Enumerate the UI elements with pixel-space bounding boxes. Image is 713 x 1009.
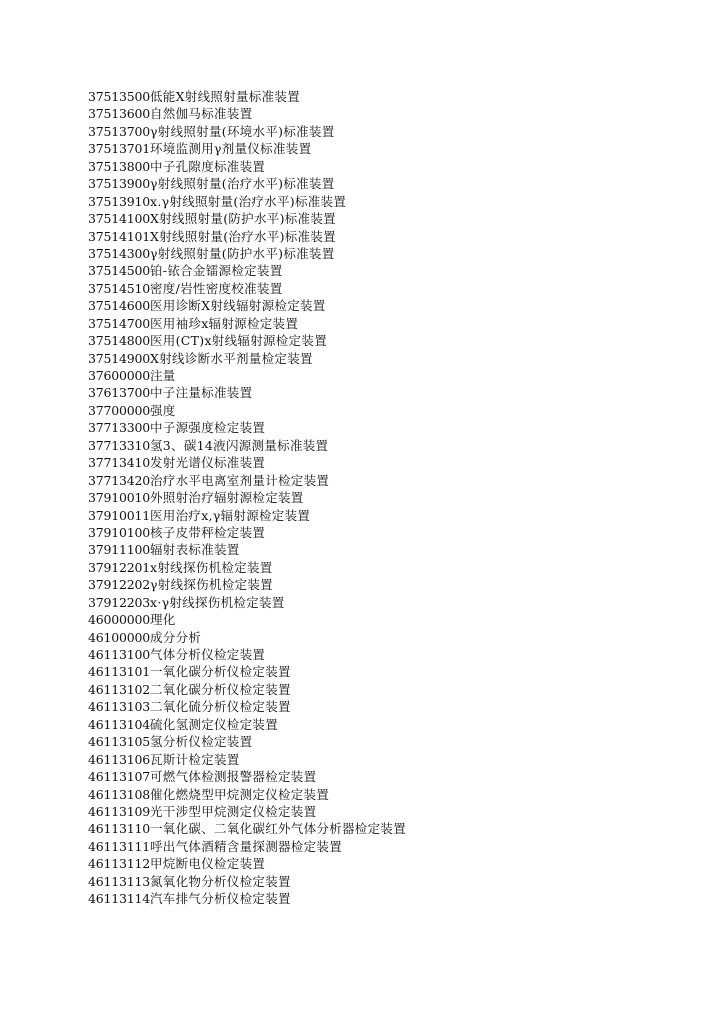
entry-name: X射线诊断水平剂量检定装置 bbox=[150, 350, 313, 366]
entry-code: 46113114 bbox=[88, 891, 151, 907]
list-item bbox=[88, 524, 406, 541]
entry-code: 37910010 bbox=[88, 490, 151, 506]
list-item bbox=[88, 629, 406, 646]
list-item bbox=[88, 681, 406, 698]
entry-name: 铂-铱合金镭源检定装置 bbox=[150, 263, 283, 279]
list-item bbox=[88, 716, 406, 733]
entry-name: X射线照射量(治疗水平)标准装置 bbox=[150, 228, 336, 244]
list-item bbox=[88, 175, 406, 192]
list-item bbox=[88, 454, 406, 471]
list-item bbox=[88, 698, 406, 715]
list-item bbox=[88, 228, 406, 245]
entry-name: 医用(CT)x射线辐射源检定装置 bbox=[150, 333, 328, 349]
entry-code: 46113100 bbox=[88, 647, 151, 662]
entry-code: 37513900 bbox=[88, 176, 151, 192]
entry-code: 37713300 bbox=[88, 420, 151, 436]
entry-code: 37713310 bbox=[88, 437, 151, 453]
list-item bbox=[88, 646, 406, 663]
entry-code: 37514600 bbox=[88, 298, 151, 314]
entry-code: 37513701 bbox=[88, 141, 151, 157]
entry-code: 37514700 bbox=[88, 315, 151, 331]
entry-name: 硫化氢测定仪检定装置 bbox=[150, 716, 279, 732]
list-item bbox=[88, 594, 406, 611]
list-item bbox=[88, 576, 406, 593]
entry-code: 37700000 bbox=[88, 402, 151, 418]
list-item bbox=[88, 855, 406, 872]
entry-code: 37912203 bbox=[88, 594, 151, 610]
list-item bbox=[88, 541, 406, 558]
list-item bbox=[88, 105, 406, 122]
entry-code: 37910011 bbox=[88, 507, 151, 523]
entry-name: 中子孔隙度标准装置 bbox=[150, 158, 266, 174]
entry-code: 37514800 bbox=[88, 333, 151, 349]
list-item bbox=[88, 786, 406, 803]
list-item bbox=[88, 820, 406, 837]
entry-name: 催化燃烧型甲烷测定仪检定装置 bbox=[150, 786, 330, 802]
entry-code: 37713420 bbox=[88, 472, 151, 488]
entry-code: 37514900 bbox=[88, 350, 151, 366]
entry-name: 中子注量标准装置 bbox=[150, 385, 253, 401]
entry-code: 46113113 bbox=[88, 873, 151, 889]
entry-code: 46113112 bbox=[88, 856, 151, 872]
list-item bbox=[88, 245, 406, 262]
list-item bbox=[88, 88, 406, 105]
list-item bbox=[88, 193, 406, 210]
entry-name: 理化 bbox=[150, 612, 176, 628]
entry-name: 自然伽马标准装置 bbox=[150, 106, 253, 122]
entry-code: 37514510 bbox=[88, 280, 151, 296]
entry-name: 甲烷断电仪检定装置 bbox=[150, 856, 266, 872]
entry-name: 氮氧化物分析仪检定装置 bbox=[150, 873, 291, 889]
entry-name: 氢分析仪检定装置 bbox=[150, 734, 253, 750]
list-item bbox=[88, 890, 406, 907]
list-item bbox=[88, 332, 406, 349]
entry-code: 37911100 bbox=[88, 542, 151, 558]
list-item bbox=[88, 350, 406, 367]
entry-name: 注量 bbox=[150, 368, 176, 383]
entry-name: 二氧化碳分析仪检定装置 bbox=[150, 681, 291, 697]
entry-name: x.γ射线照射量(治疗水平)标准装置 bbox=[150, 193, 347, 209]
entry-name: 可燃气体检测报警器检定装置 bbox=[150, 769, 317, 785]
entry-code: 37513700 bbox=[88, 123, 151, 139]
entry-code: 46113109 bbox=[88, 803, 151, 819]
list-item bbox=[88, 384, 406, 401]
entry-name: 光干涉型甲烷测定仪检定装置 bbox=[150, 803, 317, 819]
entry-code: 37713410 bbox=[88, 455, 151, 471]
list-item bbox=[88, 210, 406, 227]
entry-name: 二氧化硫分析仪检定装置 bbox=[150, 699, 291, 715]
list-item bbox=[88, 262, 406, 279]
list-item bbox=[88, 280, 406, 297]
list-item bbox=[88, 489, 406, 506]
entry-name: 医用诊断X射线辐射源检定装置 bbox=[150, 298, 326, 314]
list-item bbox=[88, 507, 406, 524]
entry-code: 37513500 bbox=[88, 89, 151, 104]
list-item bbox=[88, 419, 406, 436]
entry-code: 46113106 bbox=[88, 751, 151, 767]
entry-name: 核子皮带秤检定装置 bbox=[150, 524, 266, 540]
entry-name: 发射光谱仪标准装置 bbox=[150, 455, 266, 471]
entry-code: 46113102 bbox=[88, 681, 151, 697]
list-item bbox=[88, 123, 406, 140]
entry-code: 46113104 bbox=[88, 716, 151, 732]
entry-name: 瓦斯计检定装置 bbox=[150, 751, 240, 767]
entry-code: 46113111 bbox=[88, 838, 151, 854]
entry-code: 37910100 bbox=[88, 524, 151, 540]
entry-code: 46000000 bbox=[88, 612, 151, 628]
entry-name: 低能X射线照射量标准装置 bbox=[150, 89, 300, 104]
list-item bbox=[88, 663, 406, 680]
entry-code: 37600000 bbox=[88, 368, 151, 383]
entry-name: x·γ射线探伤机检定装置 bbox=[150, 594, 285, 610]
list-item bbox=[88, 838, 406, 855]
entry-code: 37912201 bbox=[88, 559, 151, 575]
entry-code: 46113108 bbox=[88, 786, 151, 802]
entry-code: 46113110 bbox=[88, 821, 151, 837]
list-item bbox=[88, 158, 406, 175]
list-item bbox=[88, 803, 406, 820]
entry-code: 37514101 bbox=[88, 228, 151, 244]
entry-code: 46113107 bbox=[88, 769, 151, 785]
list-item bbox=[88, 611, 406, 628]
list-item bbox=[88, 751, 406, 768]
list-item bbox=[88, 768, 406, 785]
list-item bbox=[88, 873, 406, 890]
entry-name: γ射线探伤机检定装置 bbox=[150, 577, 273, 593]
entry-code: 37514300 bbox=[88, 245, 151, 261]
entry-name: 汽车排气分析仪检定装置 bbox=[150, 891, 291, 907]
standards-list bbox=[88, 88, 406, 908]
entry-name: 辐射表标准装置 bbox=[150, 542, 240, 558]
entry-name: 气体分析仪检定装置 bbox=[150, 647, 266, 662]
entry-name: 一氧化碳分析仪检定装置 bbox=[150, 664, 291, 680]
entry-name: 治疗水平电离室剂量计检定装置 bbox=[150, 472, 330, 488]
entry-name: 成分分析 bbox=[150, 629, 202, 645]
entry-name: x射线探伤机检定装置 bbox=[150, 559, 273, 575]
list-item bbox=[88, 140, 406, 157]
entry-code: 37514500 bbox=[88, 263, 151, 279]
entry-code: 46113101 bbox=[88, 664, 151, 680]
entry-name: γ射线照射量(防护水平)标准装置 bbox=[150, 245, 335, 261]
entry-name: 医用袖珍x辐射源检定装置 bbox=[150, 315, 299, 331]
entry-name: X射线照射量(防护水平)标准装置 bbox=[150, 211, 336, 227]
entry-name: γ射线照射量(治疗水平)标准装置 bbox=[150, 176, 335, 192]
list-item bbox=[88, 733, 406, 750]
entry-code: 37912202 bbox=[88, 577, 151, 593]
entry-code: 46100000 bbox=[88, 629, 151, 645]
entry-name: 医用治疗x,γ辐射源检定装置 bbox=[150, 507, 311, 523]
entry-name: 呼出气体酒精含量探测器检定装置 bbox=[150, 838, 343, 854]
entry-name: 外照射治疗辐射源检定装置 bbox=[150, 490, 304, 506]
list-item bbox=[88, 367, 406, 384]
entry-code: 37613700 bbox=[88, 385, 151, 401]
list-item bbox=[88, 437, 406, 454]
list-item bbox=[88, 315, 406, 332]
list-item bbox=[88, 559, 406, 576]
entry-name: 环境监测用γ剂量仪标准装置 bbox=[150, 141, 312, 157]
list-item bbox=[88, 472, 406, 489]
entry-code: 46113103 bbox=[88, 699, 151, 715]
entry-name: 中子源强度检定装置 bbox=[150, 420, 266, 436]
entry-code: 37513600 bbox=[88, 106, 151, 122]
entry-code: 37513910 bbox=[88, 193, 151, 209]
list-item bbox=[88, 297, 406, 314]
entry-name: γ射线照射量(环境水平)标准装置 bbox=[150, 123, 335, 139]
entry-code: 37513800 bbox=[88, 158, 151, 174]
entry-name: 密度/岩性密度校准装置 bbox=[150, 280, 283, 296]
entry-code: 46113105 bbox=[88, 734, 151, 750]
entry-code: 37514100 bbox=[88, 211, 151, 227]
entry-name: 一氧化碳、二氧化碳红外气体分析器检定装置 bbox=[150, 821, 407, 837]
list-item bbox=[88, 402, 406, 419]
entry-name: 氢3、碳14液闪源测量标准装置 bbox=[150, 437, 329, 453]
entry-name: 强度 bbox=[150, 402, 176, 418]
